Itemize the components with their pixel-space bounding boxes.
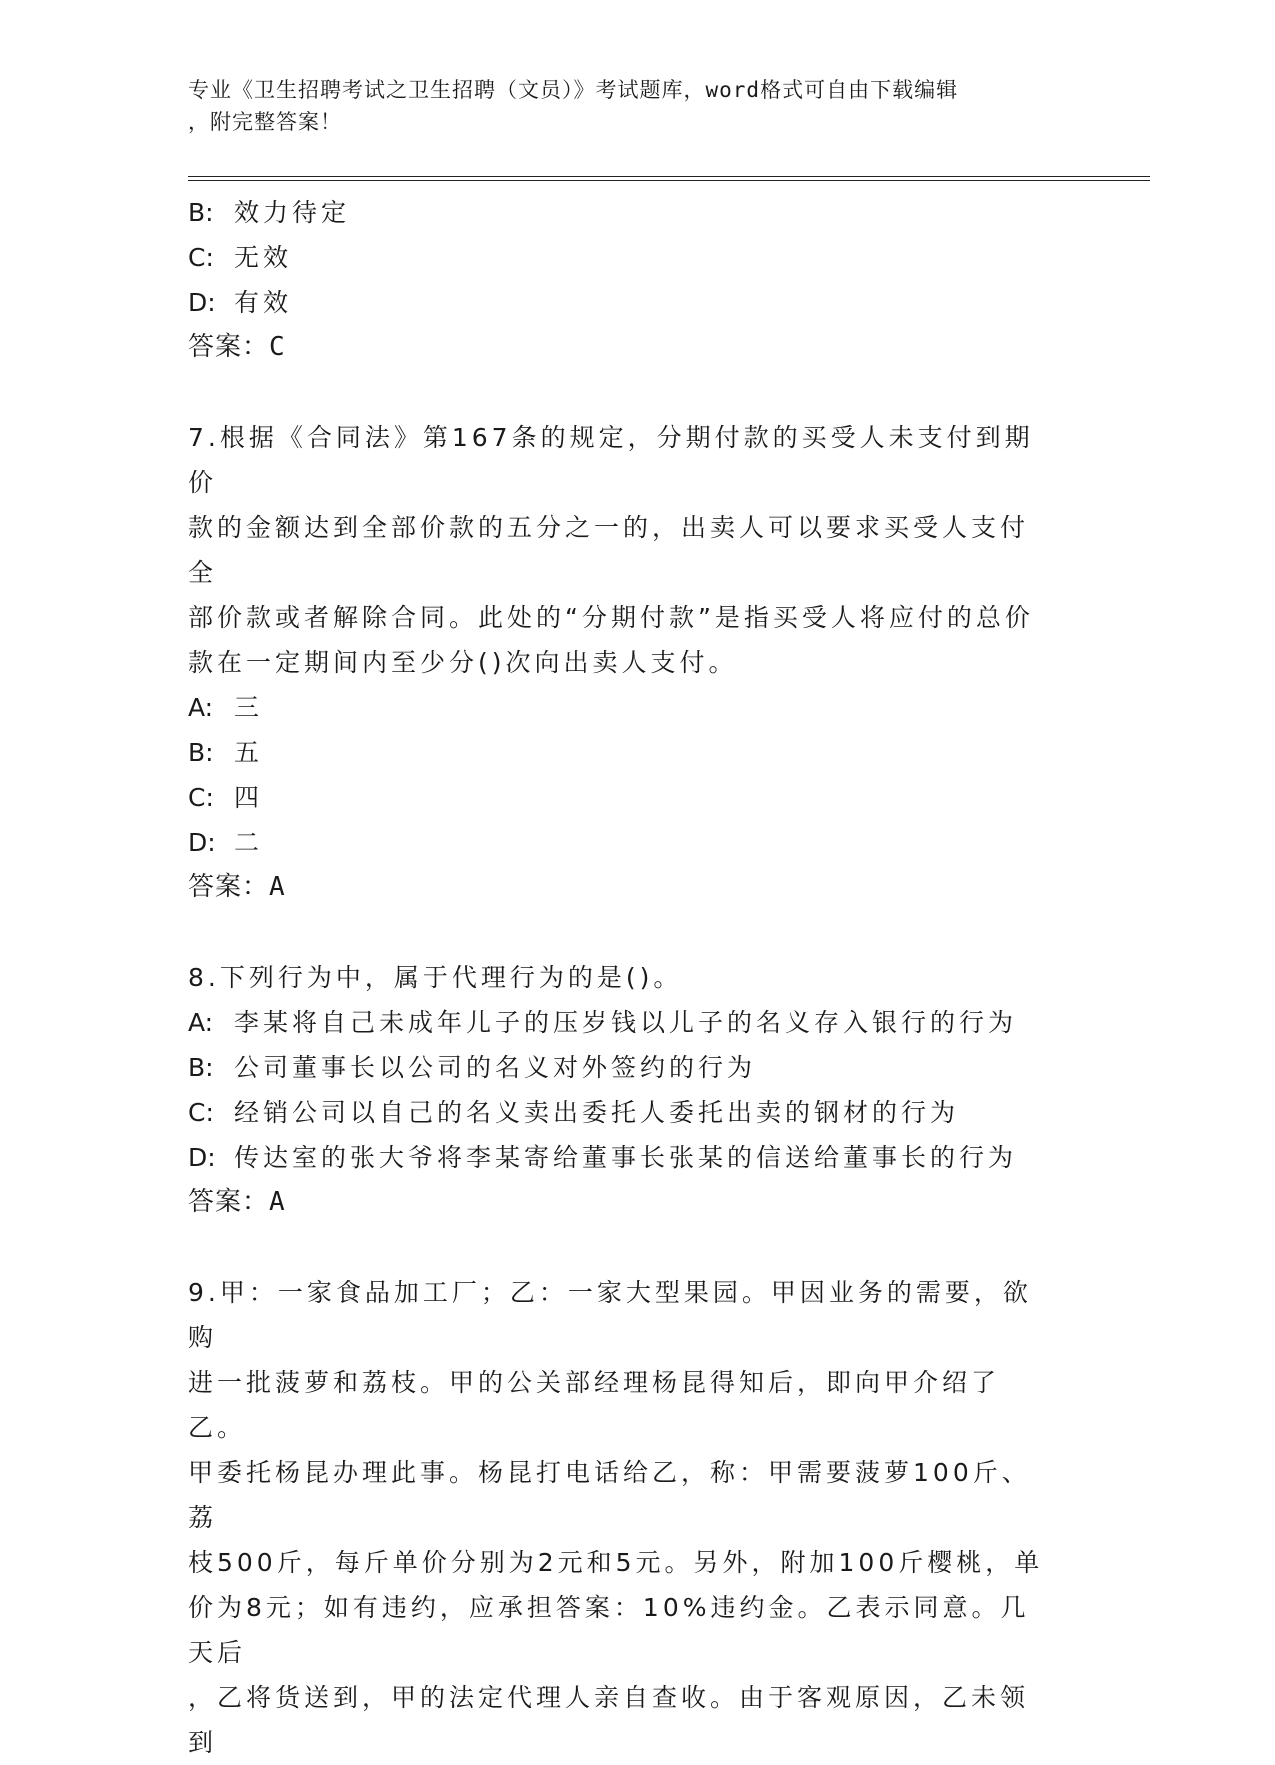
question-9 [188,1270,1048,1765]
question-text-line: 价为8元；如有违约，应承担答案：10%违约金。乙表示同意。几天后 [188,1593,1030,1667]
document-header [188,74,1068,138]
question-text-line: 7.根据《合同法》第167条的规定，分期付款的买受人未支付到期价 [188,423,1034,497]
option-c: C: 经销公司以自己的名义卖出委托人委托出卖的钢材的行为 [188,1098,960,1127]
question-text-line: 甲委托杨昆办理此事。杨昆打电话给乙，称：甲需要菠萝100斤、荔 [188,1458,1031,1532]
question-text-line: 进一批菠萝和荔枝。甲的公关部经理杨昆得知后，即向甲介绍了乙。 [188,1368,1001,1442]
option-a: A: 李某将自己未成年儿子的压岁钱以儿子的名义存入银行的行为 [188,1008,1018,1037]
question-6 [188,190,1048,370]
option-c: C: 无效 [188,243,293,272]
question-8 [188,955,1048,1225]
option-d: D: 传达室的张大爷将李某寄给董事长张某的信送给董事长的行为 [188,1143,1018,1172]
question-text-line: 部价款或者解除合同。此处的“分期付款”是指买受人将应付的总价 [188,603,1034,632]
option-b: B: 效力待定 [188,198,351,227]
answer-line: 答案：A [188,872,286,902]
question-text-line: 款的金额达到全部价款的五分之一的，出卖人可以要求买受人支付全 [188,513,1030,587]
answer-line: 答案：A [188,1187,286,1217]
question-text-line: 枝500斤，每斤单价分别为2元和5元。另外，附加100斤樱桃，单 [188,1548,1044,1577]
document-body [188,190,1048,1765]
option-d: D: 二 [188,828,264,857]
header-divider [188,176,1150,181]
header-line-2: ，附完整答案！ [188,110,342,134]
option-b: B: 公司董事长以公司的名义对外签约的行为 [188,1053,757,1082]
option-d: D: 有效 [188,288,293,317]
question-text-line: 8.下列行为中，属于代理行为的是()。 [188,963,683,992]
option-b: B: 五 [188,738,264,767]
question-text-line: ，乙将货送到，甲的法定代理人亲自查收。由于客观原因，乙未领到 [188,1683,1030,1757]
option-c: C: 四 [188,783,264,812]
question-text-line: 款在一定期间内至少分()次向出卖人支付。 [188,648,738,677]
answer-line: 答案：C [188,332,286,362]
question-text-line: 9.甲：一家食品加工厂；乙：一家大型果园。甲因业务的需要，欲购 [188,1278,1032,1352]
option-a: A: 三 [188,693,264,722]
question-7 [188,415,1048,910]
header-line-1: 专业《卫生招聘考试之卫生招聘（文员）》考试题库，word格式可自由下载编辑 [188,78,959,102]
